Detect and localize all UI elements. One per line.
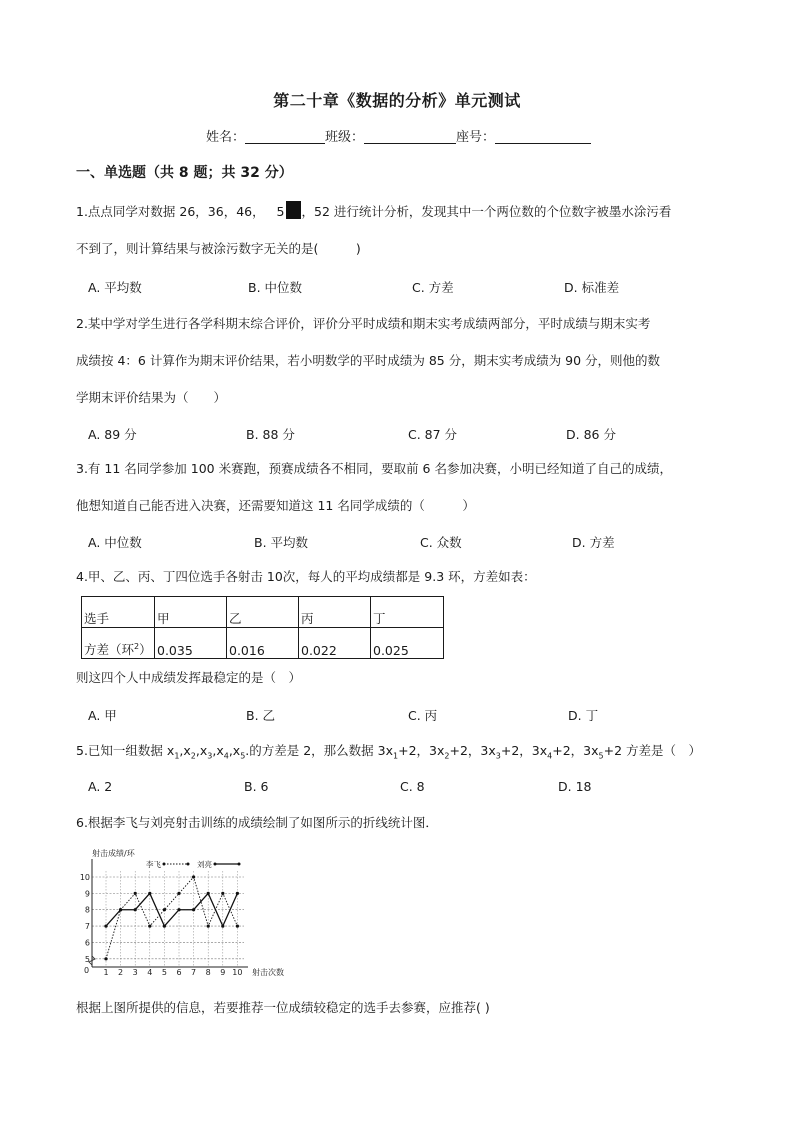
q1-blot-digit: 5 [276,204,285,219]
class-blank[interactable] [364,129,456,144]
ink-blot [286,201,301,219]
q3-option-a[interactable]: A. 中位数 [88,535,142,550]
table-cell: 0.025 [371,628,444,659]
q3-option-c[interactable]: C. 众数 [420,535,462,550]
q3-option-b[interactable]: B. 平均数 [254,535,309,550]
q5-prefix: 5.已知一组数据 x [76,743,175,758]
table-header-cell: 乙 [227,597,299,628]
q5-option-d[interactable]: D. 18 [558,779,592,794]
q3-line-2: 他想知道自己能否进入决赛，还需要知道这 11 名同学成绩的（ ） [76,498,475,513]
data-point [163,924,166,927]
q2-options [88,425,728,445]
x-tick-label: 7 [191,968,197,977]
row-label-text: 方差（环 [84,642,135,657]
seat-blank[interactable] [495,129,591,144]
x-tick-label: 2 [118,968,124,977]
q1-option-c[interactable]: C. 方差 [412,280,454,295]
q1-option-d[interactable]: D. 标准差 [564,280,620,295]
legend-marker [163,863,166,866]
legend-marker [238,863,241,866]
x-tick-label: 5 [161,968,167,977]
q4-option-a[interactable]: A. 甲 [88,708,117,723]
x-tick-label: 4 [147,968,153,977]
table-header-cell: 丁 [371,597,444,628]
q4-options [88,706,728,726]
q1-option-a[interactable]: A. 平均数 [88,280,142,295]
table-header-cell: 甲 [155,597,227,628]
q6-followup [76,989,728,1026]
chart-series [104,875,239,960]
chart-legend [146,859,241,869]
q2-option-a[interactable]: A. 89 分 [88,427,137,442]
data-point [236,924,239,927]
data-point [119,908,122,911]
line-chart [76,843,308,983]
q6-line-1: 6.根据李飞与刘亮射击训练的成绩绘制了如图所示的折线统计图． [76,815,438,830]
data-point [148,892,151,895]
data-point [221,892,224,895]
chart-axes [89,859,248,967]
x-tick-label: 6 [176,968,182,977]
q5-suffix: +2 方差是（ ） [603,743,702,758]
question-4 [76,558,728,595]
y-tick-label: 7 [84,922,90,932]
y-tick-label: 6 [84,938,90,948]
data-point [236,892,239,895]
q4-followup [76,659,728,696]
class-label: 班级： [325,130,365,145]
table-header-cell: 丙 [299,597,371,628]
q5-options [88,779,728,799]
legend-marker [214,863,217,866]
question-5: 5.已知一组数据 $x_1,x_2,x_3,x_4,x_5$.的方差是 2，那么数据 $3x_1+2$，$3x_2+2$，$3x_3+2$，$3x_4+2$，$3x_5+2$ 方差是（ ） [76,743,702,761]
q2-line-1: 2.某中学对学生进行各学科期末综合评价，评价分平时成绩和期末实考成绩两部分，平时成绩与期末实考 [76,316,651,331]
table-header-row [82,597,444,628]
chart-origin-label: 0 [84,966,90,975]
x-tick-label: 9 [220,968,226,977]
page-title: 第二十章《数据的分析》单元测试 [273,91,521,110]
q2-line-2: 成绩按 4：6 计算作为期末评价结果，若小明数学的平时成绩为 85 分，期末实考成绩为 90 分，则他的数 [76,353,661,368]
q4-option-c[interactable]: C. 丙 [408,708,438,723]
row-label-end: ） [139,642,152,657]
table-cell: 0.016 [227,628,299,659]
y-tick-label: 5 [84,954,90,964]
q5-middle: .的方差是 2，那么数据 3x [245,743,394,758]
x-tick-label: 8 [205,968,211,977]
data-point [177,908,180,911]
question-3 [76,450,728,524]
table-row-label [82,628,155,659]
data-point [221,924,224,927]
q3-options [88,533,728,553]
y-tick-label: 10 [79,873,90,882]
variance-table [81,596,444,659]
legend-marker [187,863,190,866]
chart-ticks [80,873,243,977]
q6-line-2: 根据上图所提供的信息，若要推荐一位成绩较稳定的选手去参赛，应推荐( ) [76,1000,490,1015]
name-label: 姓名： [206,130,246,145]
q2-line-3: 学期末评价结果为（ ） [76,390,227,405]
q2-option-d[interactable]: D. 86 分 [566,427,616,442]
q2-option-b[interactable]: B. 88 分 [246,427,295,442]
q4-option-d[interactable]: D. 丁 [568,708,599,723]
table-header-cell: 选手 [82,597,155,628]
question-6 [76,804,728,841]
seat-label: 座号： [456,130,496,145]
table-cell: 0.035 [155,628,227,659]
q3-option-d[interactable]: D. 方差 [572,535,615,550]
data-point [104,957,107,960]
row-label-sup: 2 [134,641,140,651]
chart-xlabel: 射击次数 [252,968,284,977]
data-point [148,924,151,927]
chart-grid [92,871,244,967]
q5-option-b[interactable]: B. 6 [244,779,269,794]
q4-line-2: 则这四个人中成绩发挥最稳定的是（ ） [76,670,302,685]
table-cell: 0.022 [299,628,371,659]
table-row [82,628,444,659]
q5-option-c[interactable]: C. 8 [400,779,425,794]
y-tick-label: 8 [84,905,90,915]
name-blank[interactable] [245,129,325,144]
q5-option-a[interactable]: A. 2 [88,779,113,794]
data-point [163,908,166,911]
q1-text-b: ，52 进行统计分析，发现其中一个两位数的个位数字被墨水涂污看 [301,204,672,219]
q1-text-a: 1.点点同学对数据 26，36，46， [76,204,265,219]
data-point [104,924,107,927]
legend-label: 刘亮 [197,860,212,869]
data-point [134,908,137,911]
q1-line-2: 不到了，则计算结果与被涂污数字无关的是( ) [76,241,361,256]
series-line-2 [106,893,237,926]
y-tick-label: 9 [84,889,90,899]
legend-label: 李飞 [146,860,161,869]
data-point [192,908,195,911]
data-point [192,875,195,878]
x-tick-label: 10 [232,968,243,977]
student-info-line [206,126,591,145]
q4-line-1: 4.甲、乙、丙、丁四位选手各射击 10次，每人的平均成绩都是 9.3 环，方差如表： [76,569,536,584]
q2-option-c[interactable]: C. 87 分 [408,427,458,442]
q1-option-b[interactable]: B. 中位数 [248,280,303,295]
data-point [207,892,210,895]
question-2 [76,305,728,416]
data-point [134,892,137,895]
data-point [177,892,180,895]
x-tick-label: 1 [103,968,109,977]
chart-ylabel: 射击成绩/环 [92,849,135,858]
q1-options [88,278,728,298]
section-heading: 一、单选题（共 8 题；共 32 分） [76,165,293,181]
x-tick-label: 3 [132,968,138,977]
data-point [207,924,210,927]
q3-line-1: 3.有 11 名同学参加 100 米赛跑，预赛成绩各不相同，要取前 6 名参加决赛，小明已经知道了自己的成绩， [76,461,672,476]
q4-option-b[interactable]: B. 乙 [246,708,276,723]
question-1 [76,193,728,267]
